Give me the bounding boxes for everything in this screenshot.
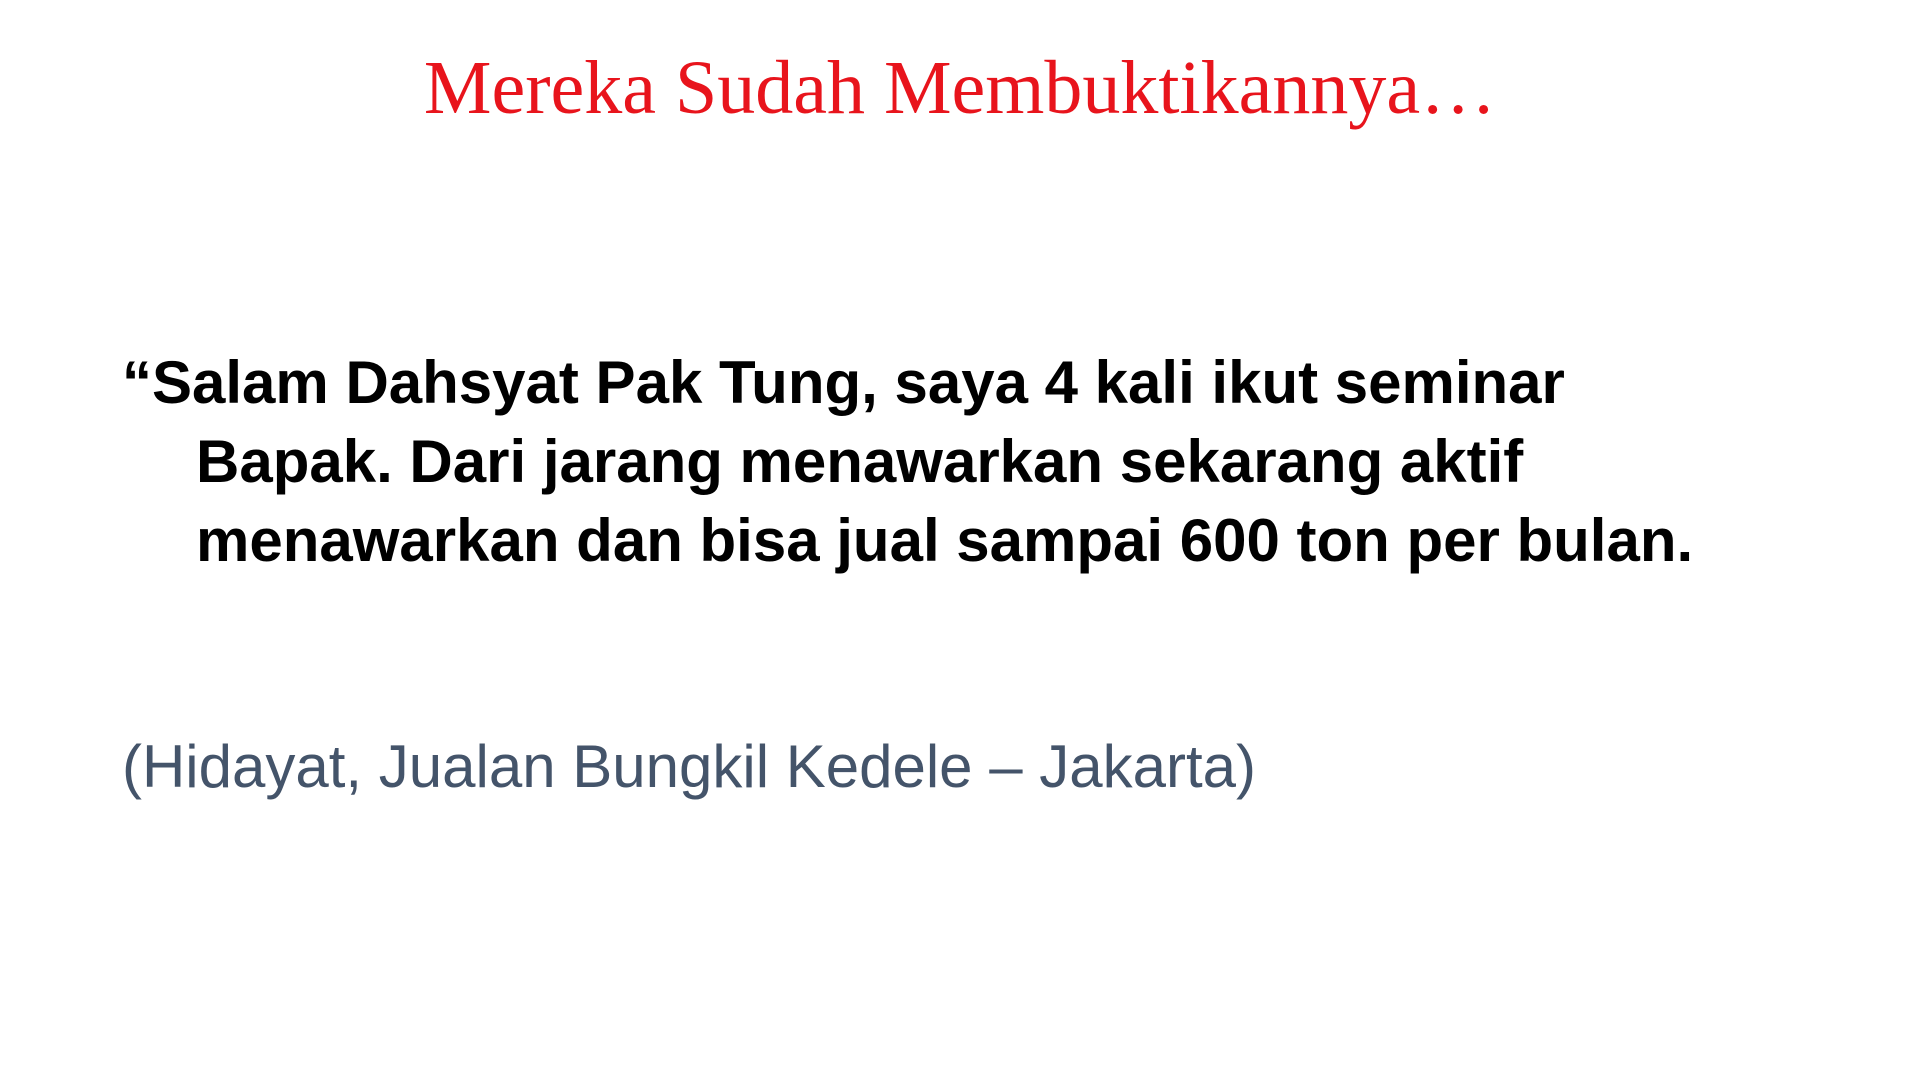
- testimonial-quote: [122, 343, 1822, 580]
- testimonial-line: “Salam Dahsyat Pak Tung, saya 4 kali ikut seminar: [122, 349, 1565, 416]
- testimonial-line: menawarkan dan bisa jual sampai 600 ton per bulan.: [196, 507, 1694, 574]
- slide-title: Mereka Sudah Membuktikannya…: [423, 46, 1497, 130]
- testimonial-attribution: (Hidayat, Jualan Bungkil Kedele – Jakarta): [122, 733, 1256, 800]
- testimonial-line: Bapak. Dari jarang menawarkan sekarang aktif: [196, 428, 1524, 495]
